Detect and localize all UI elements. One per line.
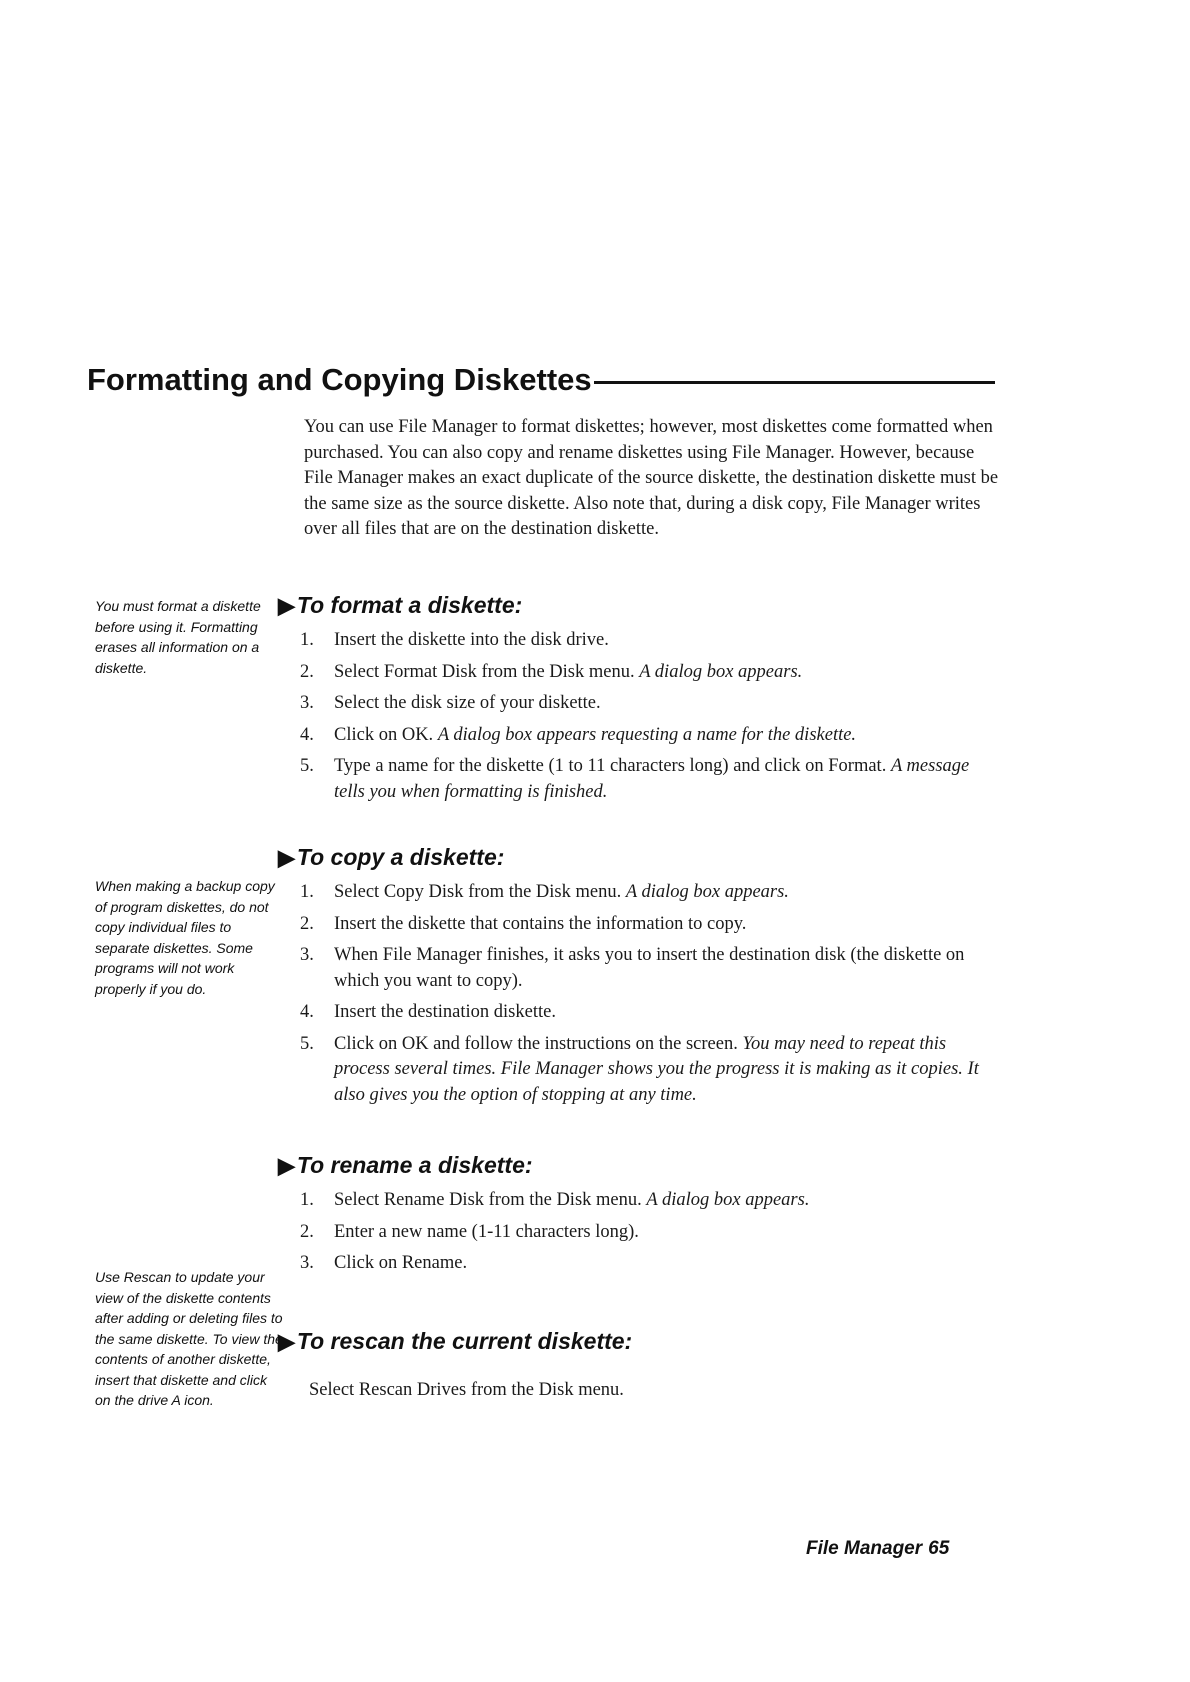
step-text: Enter a new name (1-11 characters long). (334, 1221, 639, 1242)
page-title: Formatting and Copying Diskettes (87, 362, 592, 397)
list-item (300, 1220, 1000, 1246)
arrow-right-icon: ▶ (278, 1152, 295, 1178)
list-item (300, 943, 1000, 994)
step-text: Select the disk size of your diskette. (334, 693, 601, 713)
page-heading (87, 362, 995, 398)
footer-label: File Manager (806, 1538, 923, 1559)
section-title-copy: To copy a diskette: (296, 844, 505, 870)
step-number: 2. (300, 1221, 314, 1242)
section-heading-rescan (278, 1328, 632, 1355)
heading-rule (594, 381, 995, 384)
step-number: 4. (300, 724, 314, 745)
step-text: Insert the diskette that contains the information to copy. (334, 913, 747, 934)
step-number: 5. (300, 1033, 314, 1054)
list-item (300, 1251, 1000, 1277)
step-text: Type a name for the diskette (1 to 11 characters long) and click on Format. A message tells you when formatting is finished. (334, 756, 970, 802)
rename-steps (300, 1188, 1000, 1283)
step-number: 3. (300, 945, 314, 965)
step-text: Select Rename Disk from the Disk menu. A dialog box appears. (334, 1190, 810, 1210)
section-title-rename: To rename a diskette: (296, 1152, 533, 1178)
side-note-copy: When making a backup copy of program diskettes, do not copy individual files to separate diskettes. Some programs will not work properly if you do. (95, 878, 275, 997)
arrow-right-icon: ▶ (278, 592, 295, 618)
step-number: 2. (300, 661, 314, 682)
page-number: 65 (928, 1538, 950, 1559)
step-number: 3. (300, 693, 314, 713)
list-item (300, 723, 1000, 749)
section-heading-copy (278, 844, 504, 871)
list-item (300, 660, 1000, 686)
arrow-right-icon: ▶ (278, 844, 295, 870)
step-text: Insert the diskette into the disk drive. (334, 630, 609, 650)
arrow-right-icon: ▶ (278, 1328, 295, 1354)
page-footer (806, 1538, 949, 1560)
format-steps (300, 628, 1000, 811)
step-text: Select Format Disk from the Disk menu. A dialog box appears. (334, 661, 803, 682)
section-heading-format (278, 592, 522, 619)
list-item (300, 1188, 1000, 1214)
side-note-format: You must format a diskette before using it. Formatting erases all information on a diskette. (95, 598, 261, 676)
list-item (300, 1032, 1000, 1109)
list-item (300, 912, 1000, 938)
section-title-rescan: To rescan the current diskette: (296, 1328, 633, 1354)
step-number: 5. (300, 756, 314, 776)
step-number: 1. (300, 882, 314, 902)
step-number: 1. (300, 1190, 314, 1210)
step-number: 3. (300, 1253, 314, 1273)
step-text: Click on Rename. (334, 1253, 468, 1273)
list-item (300, 880, 1000, 906)
step-number: 1. (300, 630, 314, 650)
section-title-format: To format a diskette: (296, 592, 523, 618)
list-item (300, 1000, 1000, 1026)
step-text: Select Copy Disk from the Disk menu. A dialog box appears. (334, 882, 789, 902)
rescan-text: Select Rescan Drives from the Disk menu. (309, 1380, 624, 1400)
side-note-rescan: Use Rescan to update your view of the diskette contents after adding or deleting files to the same diskette. To view the contents of another diskette, insert that diskette and click on the drive A icon. (95, 1269, 283, 1408)
step-text: Insert the destination diskette. (334, 1002, 556, 1022)
copy-steps (300, 880, 1000, 1114)
step-text: Click on OK. A dialog box appears requesting a name for the diskette. (334, 724, 857, 745)
intro-paragraph: You can use File Manager to format diskettes; however, most diskettes come formatted when purchased. You can also copy and rename diskettes using File Manager. However, because File Manager makes an exact duplicate of the source diskette, the destination diskette must be the same size as the source diskette. Also note that, during a disk copy, File Manager writes over all files that are on the destination diskette. (304, 417, 999, 539)
step-number: 4. (300, 1002, 314, 1022)
list-item (300, 691, 1000, 717)
list-item (300, 628, 1000, 654)
list-item (300, 754, 1000, 805)
step-number: 2. (300, 913, 314, 934)
section-heading-rename (278, 1152, 533, 1179)
step-text: When File Manager finishes, it asks you to insert the destination disk (the diskette on which you want to copy). (334, 945, 965, 991)
step-text: Click on OK and follow the instructions on the screen. You may need to repeat this process several times. File Manager shows you the progress it is making as it copies. It also gives you the option of stopping at any time. (334, 1033, 979, 1105)
